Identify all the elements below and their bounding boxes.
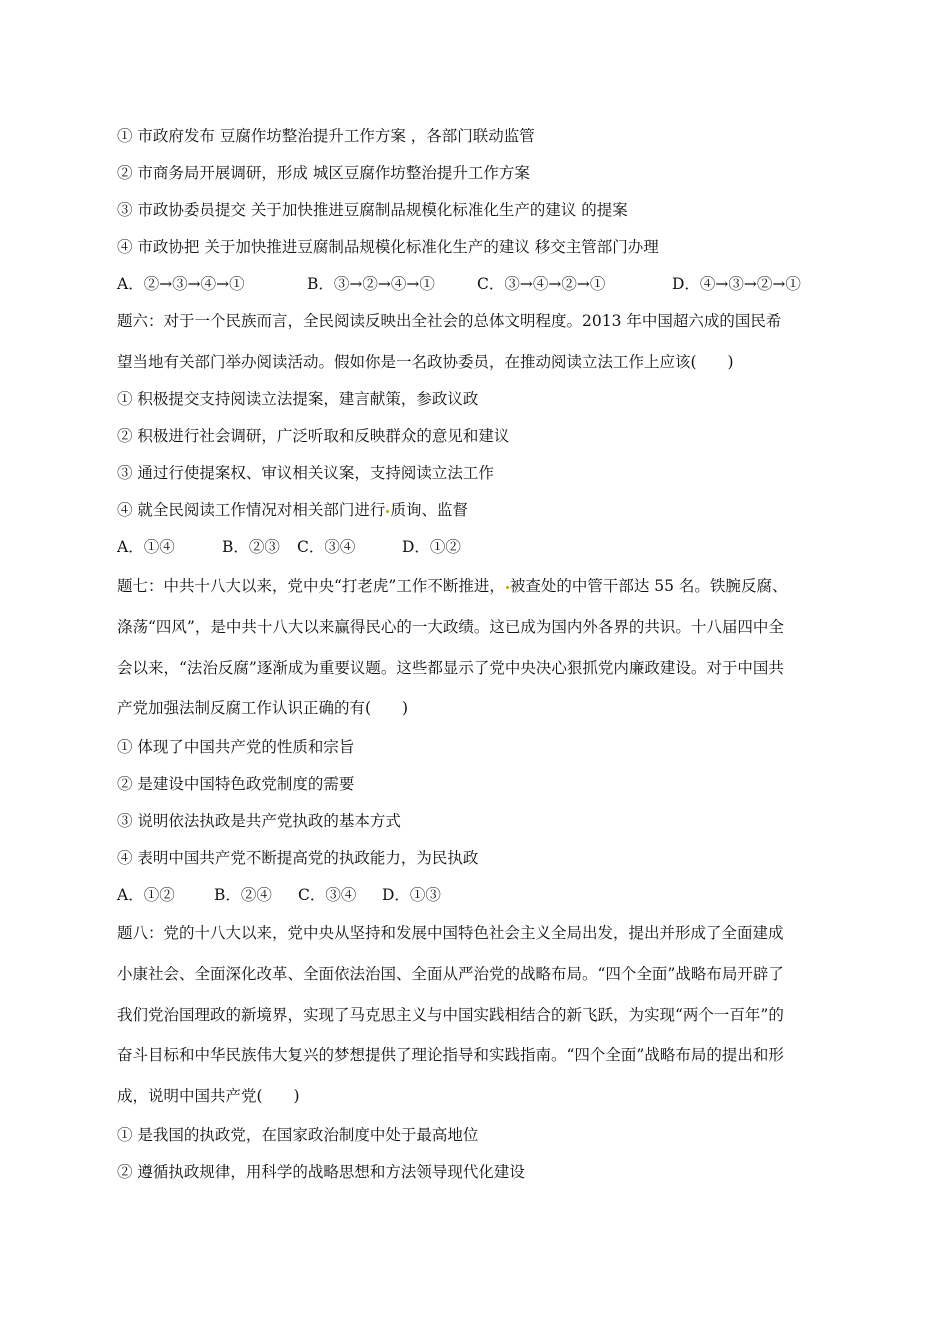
q6-item-3: ③ 通过行使提案权、审议相关议案，支持阅读立法工作: [117, 464, 494, 482]
q5-item-1: ① 市政府发布 豆腐作坊整治提升工作方案 ，各部门联动监管: [117, 127, 535, 145]
q6-option-b: B．②③: [222, 538, 280, 556]
q5-item-3: ③ 市政协委员提交 关于加快推进豆腐制品规模化标准化生产的建议 的提案: [117, 201, 628, 219]
q5-option-a: A．②→③→④→①: [117, 275, 245, 293]
q5-option-c: C．③→④→②→①: [477, 275, 606, 293]
q7-option-d: D．①③: [382, 886, 441, 904]
q7-option-b: B．②④: [214, 886, 272, 904]
q7-stem-line-4: 产党加强法制反腐工作认识正确的有( ): [117, 699, 409, 717]
q7-stem-line-2: 涤荡“四风”，是中共十八大以来赢得民心的一大政绩。这已成为国内外各界的共识。十八届四中全: [117, 618, 784, 636]
q5-item-4: ④ 市政协把 关于加快推进豆腐制品规模化标准化生产的建议 移交主管部门办理: [117, 238, 659, 256]
q5-option-b: B．③→②→④→①: [307, 275, 435, 293]
q7-item-3: ③ 说明依法执政是共产党执政的基本方式: [117, 812, 401, 830]
q6-item-4-part-2: 质询、监督: [390, 501, 468, 519]
q8-item-2: ② 遵循执政规律，用科学的战略思想和方法领导现代化建设: [117, 1163, 525, 1181]
q7-options: [117, 884, 847, 906]
q7-stem-line-1-part-1: 题七：中共十八大以来，党中央“打老虎”工作不断推进，: [117, 577, 505, 595]
q6-item-1: ① 积极提交支持阅读立法提案，建言献策，参政议政: [117, 390, 479, 408]
q6-item-2: ② 积极进行社会调研，广泛听取和反映群众的意见和建议: [117, 427, 510, 445]
q5-item-2: ② 市商务局开展调研，形成 城区豆腐作坊整治提升工作方案: [117, 164, 530, 182]
q7-stem-line-3: 会以来，“法治反腐”逐渐成为重要议题。这些都显示了党中央决心狠抓党内廉政建设。对于中国共: [117, 659, 784, 677]
stray-dot-mark: [386, 510, 389, 513]
q6-stem-line-1: 题六：对于一个民族而言，全民阅读反映出全社会的总体文明程度。2013 年中国超六成的国民希: [117, 312, 782, 330]
q7-item-4: ④ 表明中国共产党不断提高党的执政能力，为民执政: [117, 849, 479, 867]
q6-stem-line-2: 望当地有关部门举办阅读活动。假如你是一名政协委员，在推动阅读立法工作上应该( ): [117, 353, 734, 371]
q8-stem-line-2: 小康社会、全面深化改革、全面依法治国、全面从严治党的战略布局。“四个全面”战略布局开辟了: [117, 965, 784, 983]
q8-stem-line-1: 题八：党的十八大以来，党中央从坚持和发展中国特色社会主义全局出发，提出并形成了全面建成: [117, 924, 784, 942]
q8-item-1: ① 是我国的执政党，在国家政治制度中处于最高地位: [117, 1126, 479, 1144]
q6-option-a: A．①④: [117, 538, 175, 556]
q6-option-d: D．①②: [402, 538, 461, 556]
q6-option-c: C．③④: [297, 538, 356, 556]
q6-options: [117, 536, 847, 558]
q8-stem-line-3: 我们党治国理政的新境界，实现了马克思主义与中国实践相结合的新飞跃，为实现“两个一百年”的: [117, 1006, 784, 1024]
q7-stem-line-1-part-2: 被查处的中管干部达 55 名。铁腕反腐、: [509, 577, 788, 595]
q5-option-d: D．④→③→②→①: [672, 275, 801, 293]
q7-option-a: A．①②: [117, 886, 175, 904]
q7-option-c: C．③④: [298, 886, 357, 904]
q6-item-4: [117, 499, 847, 521]
q7-item-1: ① 体现了中国共产党的性质和宗旨: [117, 738, 355, 756]
q5-options: [117, 273, 847, 295]
q8-stem-line-5: 成，说明中国共产党( ): [117, 1087, 300, 1105]
q7-stem-line-1: [117, 575, 847, 597]
stray-dot-mark: [506, 586, 509, 589]
q6-item-4-part-1: ④ 就全民阅读工作情况对相关部门进行: [117, 501, 386, 519]
q8-stem-line-4: 奋斗目标和中华民族伟大复兴的梦想提供了理论指导和实践指南。“四个全面”战略布局的提出和形: [117, 1046, 784, 1064]
q7-item-2: ② 是建设中国特色政党制度的需要: [117, 775, 355, 793]
